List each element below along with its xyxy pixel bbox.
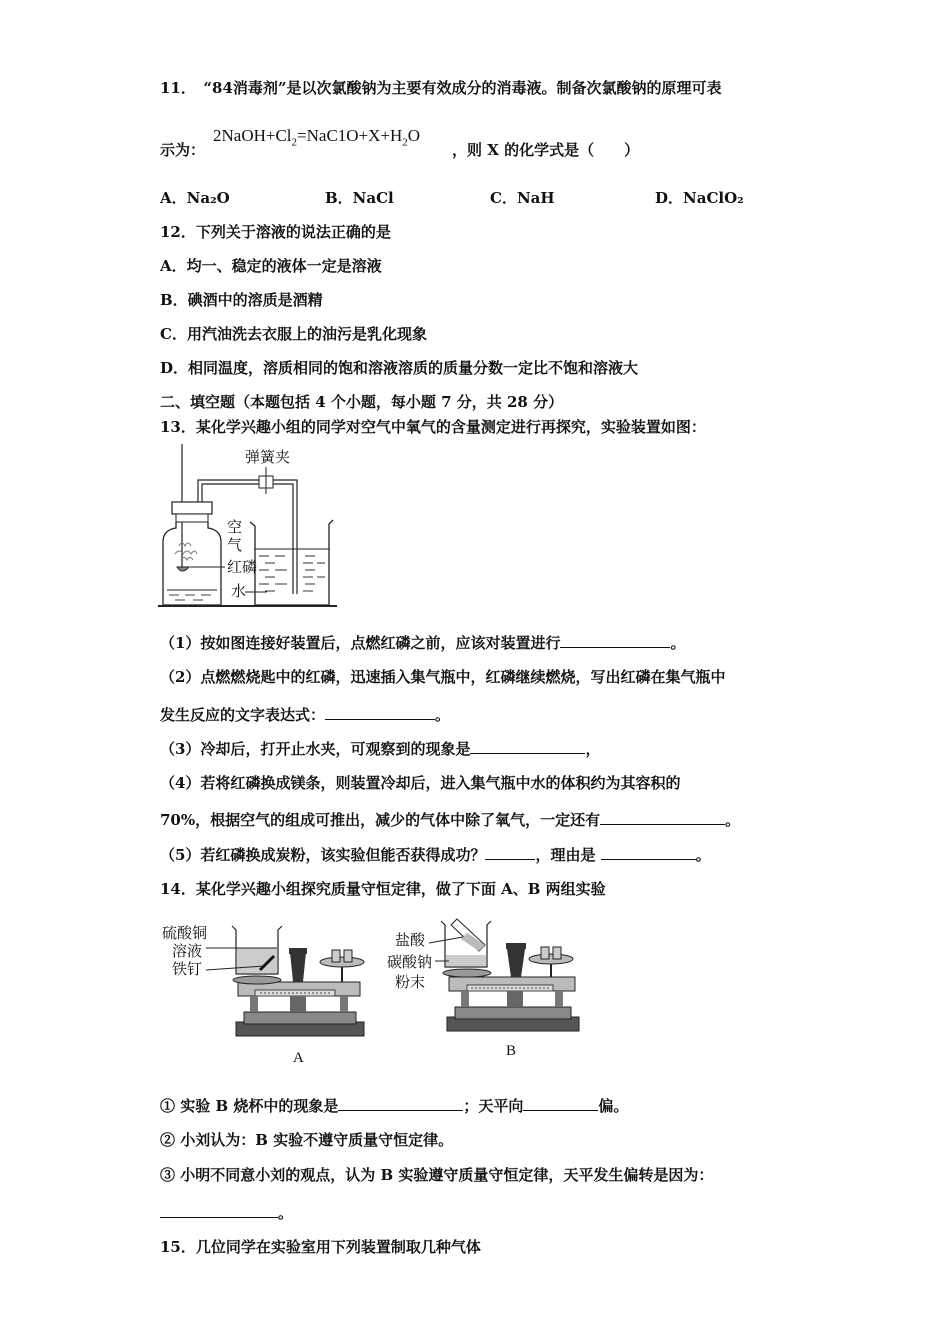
q14-item-2: ② 小刘认为：B 实验不遵守质量守恒定律。 [160, 1131, 454, 1149]
label-copper-sulfate: 硫酸铜 [162, 924, 208, 942]
q14-caption-b: B [506, 1043, 517, 1059]
q12-option-d: D．相同温度，溶质相同的饱和溶液溶质的质量分数一定比不饱和溶液大 [160, 359, 639, 377]
q14-item-1: ① 实验 B 烧杯中的现象是 ；天平向 偏。 [160, 1097, 629, 1115]
q14-figure-b [385, 915, 585, 1040]
q14-item-3: ③ 小明不同意小刘的观点，认为 B 实验遵守质量守恒定律，天平发生偏转是因为： [160, 1166, 714, 1184]
q14-figure-a [160, 918, 370, 1043]
q13-part-4-line1: （4）若将红磷换成镁条，则装置冷却后，进入集气瓶中水的体积约为其容积的 [160, 774, 681, 792]
q14-item-3-answer: 。 [160, 1203, 293, 1223]
q11-formula-prefix: 示为： [160, 141, 206, 159]
label-sodium-carbonate: 碳酸钠 [387, 953, 433, 971]
q12-stem: 12．下列关于溶液的说法正确的是 [160, 223, 391, 241]
q13-part-2-line2: 发生反应的文字表达式： 。 [160, 706, 451, 724]
label-iron-nail: 铁钉 [172, 960, 203, 978]
q12-option-b: B．碘酒中的溶质是酒精 [160, 291, 323, 309]
q14-caption-a: A [293, 1050, 304, 1066]
q13-stem: 13．某化学兴趣小组的同学对空气中氧气的含量测定进行再探究，实验装置如图： [160, 418, 706, 436]
q11-formula-suffix: ，则 X 的化学式是（ ） [452, 141, 640, 159]
q12-option-c: C．用汽油洗去衣服上的油污是乳化现象 [160, 325, 427, 343]
q12-option-a: A．均一、稳定的液体一定是溶液 [160, 257, 382, 275]
label-powder: 粉末 [395, 973, 426, 991]
label-water: 水 [231, 582, 247, 600]
q13-part-2-line1: （2）点燃燃烧匙中的红磷，迅速插入集气瓶中，红磷继续燃烧，写出红磷在集气瓶中 [160, 668, 726, 686]
q11-stem: 11． “84消毒剂”是以次氯酸钠为主要有效成分的消毒液。制备次氯酸钠的原理可表 [160, 79, 722, 97]
q11-option-c: C．NaH [490, 189, 555, 207]
q13-part-4-line2: 70%，根据空气的组成可推出，减少的气体中除了氧气，一定还有 。 [160, 811, 741, 829]
label-clamp: 弹簧夹 [245, 448, 291, 466]
q11-option-a: A．Na₂O [160, 189, 230, 207]
label-phosphorus: 红磷 [227, 558, 258, 576]
q15-stem: 15．几位同学在实验室用下列装置制取几种气体 [160, 1238, 481, 1256]
label-solution: 溶液 [172, 942, 203, 960]
section-2-heading: 二、填空题（本题包括 4 个小题，每小题 7 分，共 28 分） [160, 393, 564, 411]
label-air-2: 气 [227, 536, 243, 554]
label-air-1: 空 [227, 518, 243, 536]
q11-option-b: B．NaCl [325, 189, 394, 207]
q11-formula: $2NaOH+Cl_2=NaC1O+X+H_2O$ [213, 126, 421, 149]
q13-part-5: （5）若红磷换成炭粉，该实验但能否获得成功？ ，理由是 。 [160, 846, 711, 864]
q13-part-1: （1）按如图连接好装置后，点燃红磷之前，应该对装置进行 。 [160, 634, 686, 652]
q14-stem: 14．某化学兴趣小组探究质量守恒定律，做了下面 A、B 两组实验 [160, 880, 606, 898]
q11-option-d: D．NaClO₂ [655, 189, 744, 207]
q13-apparatus-figure [155, 442, 340, 610]
label-hydrochloric-acid: 盐酸 [395, 931, 426, 949]
q13-part-3: （3）冷却后，打开止水夹，可观察到的现象是 ， [160, 740, 601, 758]
